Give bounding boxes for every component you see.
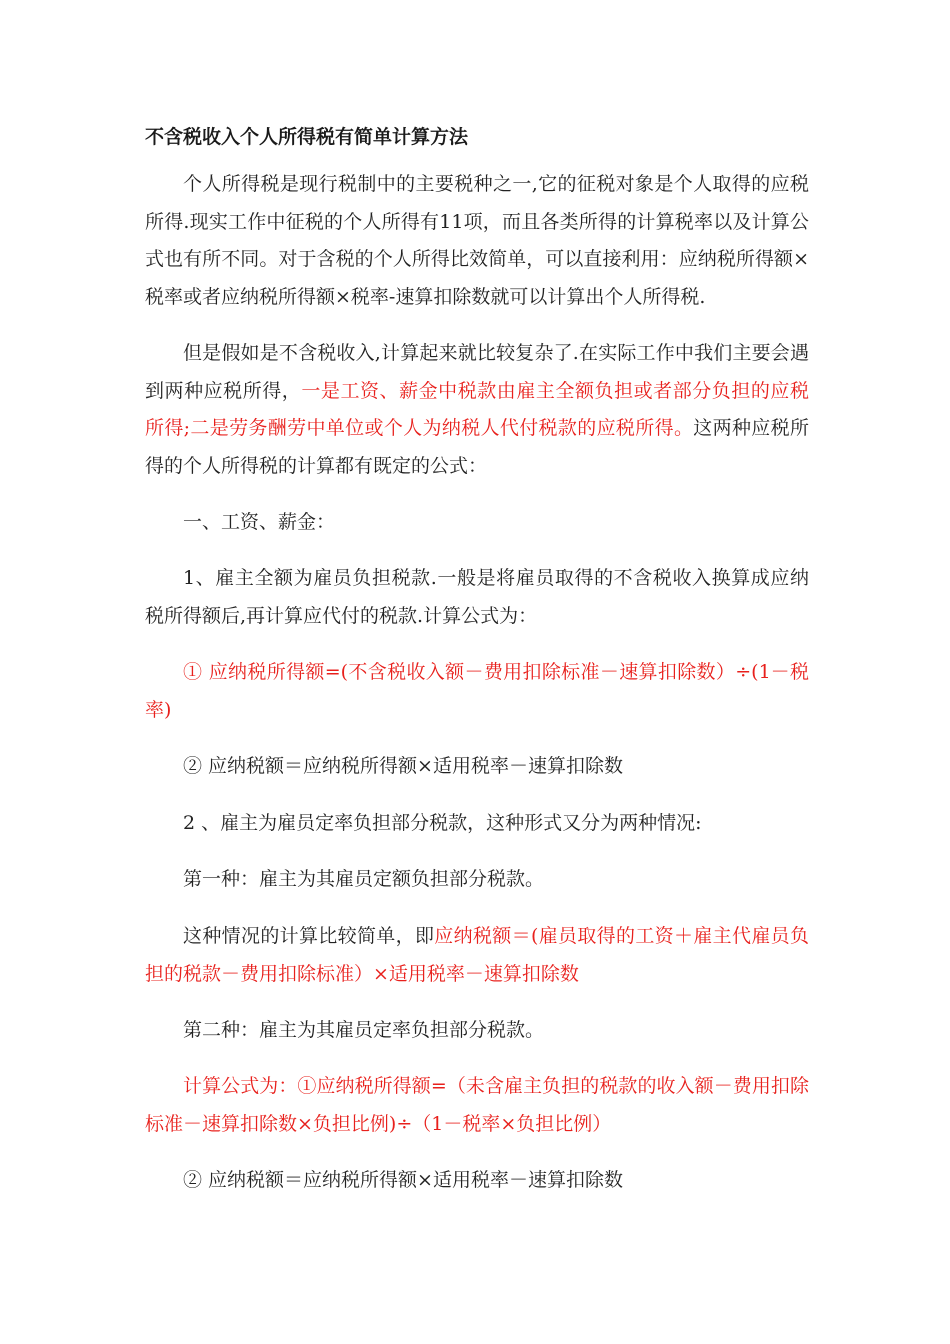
formula-tax-payable	[145, 748, 809, 786]
paragraph-text: ② 应纳税额＝应纳税所得额×适用税率－速算扣除数	[183, 1169, 623, 1191]
paragraph-case-1	[145, 560, 809, 635]
highlighted-text: 一是工资、薪金中税款由雇主全额负担或者部分负担的应税所得;二是劳务酬劳中单位或个人为纳税人代付税款的应税所得。	[145, 379, 809, 439]
paragraph-intro	[145, 166, 809, 316]
paragraph-text: 1、雇主全额为雇员负担税款.一般是将雇员取得的不含税收入换算成应纳税所得额后,再计算应代付的税款.计算公式为：	[145, 567, 809, 627]
paragraph-text: 这种情况的计算比较简单，即	[183, 925, 435, 947]
formula-tax-payable-2	[145, 1162, 809, 1200]
paragraph-case-2	[145, 805, 809, 843]
highlighted-text: 应纳税额＝(雇员取得的工资＋雇主代雇员负担的税款－费用扣除标准）×适用税率－速算扣除数	[145, 925, 809, 985]
paragraph-two-types	[145, 335, 809, 485]
paragraph-case-2-type-2	[145, 1012, 809, 1050]
formula-taxable-income	[145, 654, 809, 729]
paragraph-text: 第二种：雇主为其雇员定率负担部分税款。	[183, 1019, 545, 1041]
paragraph-text: 第一种：雇主为其雇员定额负担部分税款。	[183, 868, 545, 890]
paragraph-case-2-type-1-formula	[145, 918, 809, 993]
paragraph-text: ② 应纳税额＝应纳税所得额×适用税率－速算扣除数	[183, 755, 623, 777]
document-title: 不含税收入个人所得税有简单计算方法	[145, 126, 469, 148]
paragraph-text: 个人所得税是现行税制中的主要税种之一,它的征税对象是个人取得的应税所得.现实工作中征税的个人所得有11项，而且各类所得的计算税率以及计算公式也有所不同。对于含税的个人所得比效简单，可以直接利用：应纳税所得额×税率或者应纳税所得额×税率-速算扣除数就可以计算出个人所得税.	[145, 173, 809, 308]
paragraph-text: 但是假如是不含税收入,计算起来就比较复杂了.在实际工作中我们主要会遇到两种应税所得，	[145, 342, 809, 402]
paragraph-text: 这两种应税所得的个人所得税的计算都有既定的公式：	[145, 417, 809, 477]
section-heading-wages	[145, 504, 809, 542]
formula-shared-ratio	[145, 1068, 809, 1143]
highlighted-text: ① 应纳税所得额=(不含税收入额－费用扣除标准－速算扣除数）÷(1－税率)	[145, 661, 809, 721]
paragraph-text: 2 、雇主为雇员定率负担部分税款，这种形式又分为两种情况:	[183, 812, 702, 834]
paragraph-text: 一、工资、薪金：	[183, 511, 336, 533]
highlighted-text: 计算公式为：①应纳税所得额=（未含雇主负担的税款的收入额－费用扣除标准－速算扣除数×负担比例)÷（1－税率×负担比例）	[145, 1075, 809, 1135]
paragraph-case-2-type-1	[145, 861, 809, 899]
